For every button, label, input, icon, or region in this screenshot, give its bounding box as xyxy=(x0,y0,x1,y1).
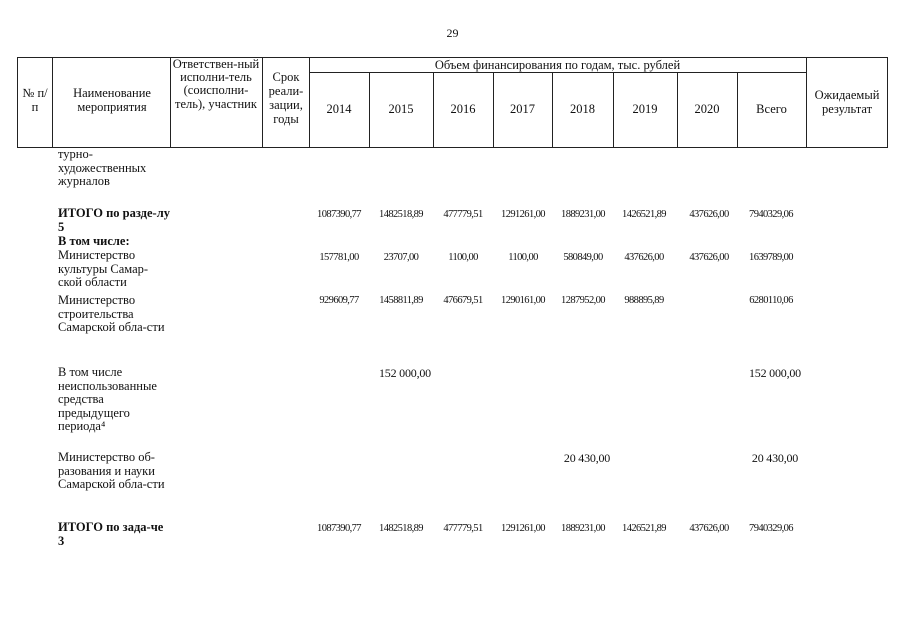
cell-2015: 23707,00 xyxy=(383,252,419,263)
cell-2019: 988895,89 xyxy=(624,295,664,306)
cell-2018: 1889231,00 xyxy=(561,523,605,534)
cell-2020: 437626,00 xyxy=(689,523,729,534)
header-funding: Объем финансирования по годам, тыс. рублей xyxy=(434,58,681,72)
header-year-2014: 2014 xyxy=(326,102,352,116)
page-number: 29 xyxy=(446,26,459,40)
cell-2017: 1291261,00 xyxy=(501,209,545,220)
cell-2018: 1287952,00 xyxy=(561,295,605,306)
cell-total: 20 430,00 xyxy=(751,451,799,465)
cell-total: 7940329,06 xyxy=(749,209,793,220)
row-name: Министерство строительства Самарской обла-сти xyxy=(58,293,165,334)
cell-2014: 929609,77 xyxy=(319,295,359,306)
header-name: Наименование мероприятия xyxy=(73,86,151,114)
row-name: Министерство об-разования и науки Самарской обла-сти xyxy=(58,450,165,491)
header-year-2018: 2018 xyxy=(570,102,595,116)
header-year-total: Всего xyxy=(756,102,787,116)
cell-2018: 1889231,00 xyxy=(561,209,605,220)
header-year-2016: 2016 xyxy=(450,102,476,116)
cell-2018: 580849,00 xyxy=(563,252,603,263)
cell-total: 152 000,00 xyxy=(748,366,801,380)
cell-2014: 1087390,77 xyxy=(317,209,361,220)
cell-2016: 477779,51 xyxy=(443,523,483,534)
cell-2019: 1426521,89 xyxy=(622,523,666,534)
row-name: турно-художественных журналов xyxy=(58,147,147,188)
row-name: ИТОГО по зада-че 3 xyxy=(58,520,164,548)
row-name: Министерство культуры Самар-ской области xyxy=(58,248,149,289)
cell-2019: 1426521,89 xyxy=(622,209,666,220)
header-year-2020: 2020 xyxy=(694,102,720,116)
cell-2018: 20 430,00 xyxy=(563,451,611,465)
header-executor: Ответствен-ный исполни-тель (соисполни-тель), участник xyxy=(172,57,260,111)
cell-2015: 1458811,89 xyxy=(379,295,423,306)
cell-2017: 1100,00 xyxy=(508,252,538,263)
cell-2016: 477779,51 xyxy=(443,209,483,220)
cell-total: 1639789,00 xyxy=(749,252,793,263)
row-name: В том числе неиспользованные средства предыдущего периода⁴ xyxy=(58,365,157,433)
header-year-2019: 2019 xyxy=(632,102,658,116)
cell-2014: 1087390,77 xyxy=(317,523,361,534)
cell-2015: 152 000,00 xyxy=(378,366,431,380)
cell-2014: 157781,00 xyxy=(319,252,359,263)
cell-2015: 1482518,89 xyxy=(379,523,423,534)
header-num: № п/п xyxy=(22,86,48,114)
cell-total: 7940329,06 xyxy=(749,523,793,534)
header-year-2017: 2017 xyxy=(510,102,535,116)
cell-2017: 1290161,00 xyxy=(501,295,545,306)
header-year-2015: 2015 xyxy=(388,102,414,116)
cell-2016: 476679,51 xyxy=(443,295,483,306)
cell-2016: 1100,00 xyxy=(448,252,478,263)
row-name: В том числе: xyxy=(58,234,130,248)
row-name: ИТОГО по разде-лу 5 xyxy=(58,206,170,234)
cell-2017: 1291261,00 xyxy=(501,523,545,534)
header-period: Срок реали-зации, годы xyxy=(268,70,304,126)
cell-2020: 437626,00 xyxy=(689,209,729,220)
cell-2020: 437626,00 xyxy=(689,252,729,263)
header-result: Ожидаемый результат xyxy=(814,88,880,116)
cell-2019: 437626,00 xyxy=(624,252,664,263)
cell-total: 6280110,06 xyxy=(749,295,793,306)
cell-2015: 1482518,89 xyxy=(379,209,423,220)
